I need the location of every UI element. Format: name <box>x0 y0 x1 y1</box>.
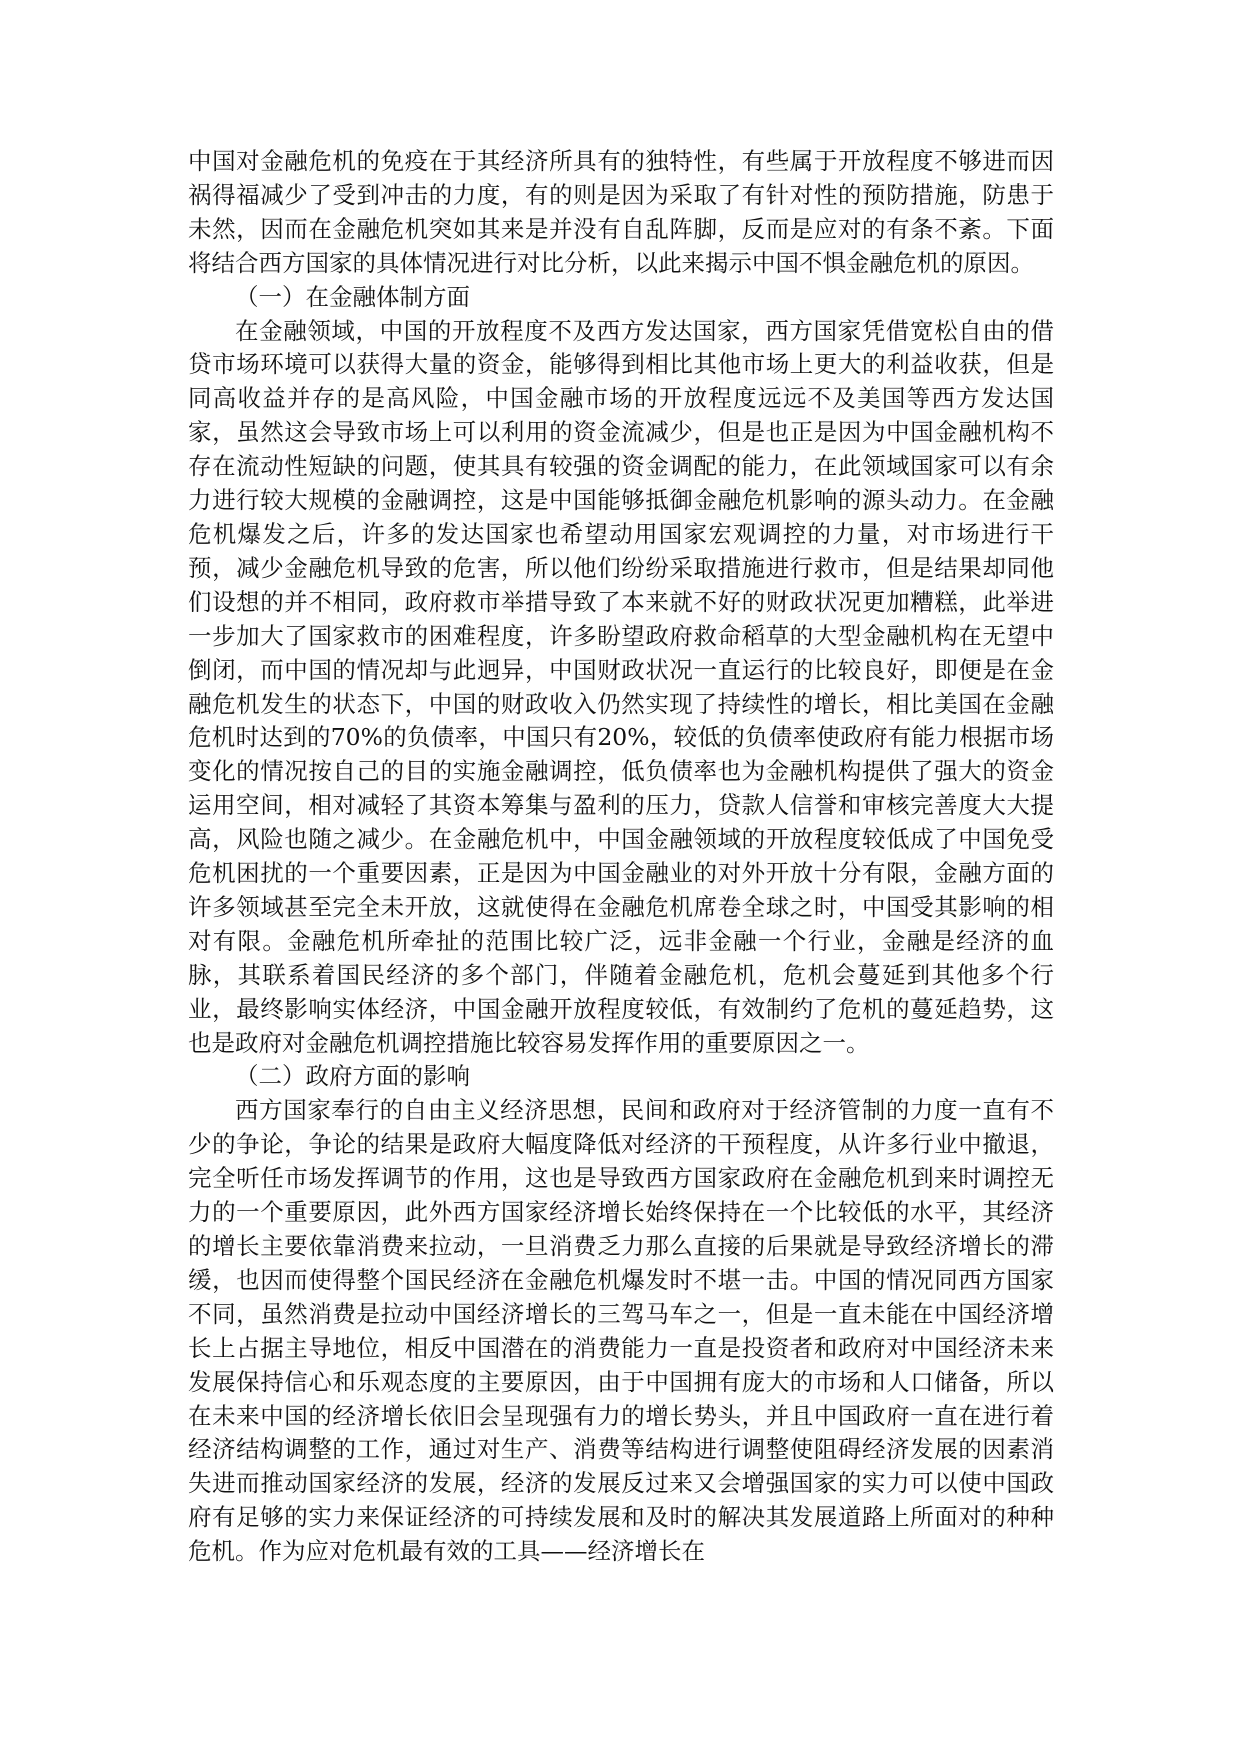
section-heading-government-influence: （二）政府方面的影响 <box>235 1062 470 1091</box>
section-body-financial-system: 在金融领域，中国的开放程度不及西方发达国家，西方国家凭借宽松自由的借贷市场环境可以获得大量的资金，能够得到相比其他市场上更大的利益收获，但是同高收益并存的是高风险，中国金融市场的开放程度远远不及美国等西方发达国家，虽然这会导致市场上可以利用的资金流减少，但是也正是因为中国金融机构不存在流动性短缺的问题，使其具有较强的资金调配的能力，在此领域国家可以有余力进行较大规模的金融调控，这是中国能够抵御金融危机影响的源头动力。在金融危机爆发之后，许多的发达国家也希望动用国家宏观调控的力量，对市场进行干预，减少金融危机导致的危害，所以他们纷纷采取措施进行救市，但是结果却同他们设想的并不相同，政府救市举措导致了本来就不好的财政状况更加糟糕，此举进一步加大了国家救市的困难程度，许多盼望政府救命稻草的大型金融机构在无望中倒闭，而中国的情况却与此迥异，中国财政状况一直运行的比较良好，即便是在金融危机发生的状态下，中国的财政收入仍然实现了持续性的增长，相比美国在金融危机时达到的70%的负债率，中国只有20%，较低的负债率使政府有能力根据市场变化的情况按自己的目的实施金融调控，低负债率也为金融机构提供了强大的资金运用空间，相对减轻了其资本筹集与盈利的压力，贷款人信誉和审核完善度大大提高，风险也随之减少。在金融危机中，中国金融领域的开放程度较低成了中国免受危机困扰的一个重要因素，正是因为中国金融业的对外开放十分有限，金融方面的许多领域甚至完全未开放，这就使得在金融危机席卷全球之时，中国受其影响的相对有限。金融危机所牵扯的范围比较广泛，远非金融一个行业，金融是经济的血脉，其联系着国民经济的多个部门，伴随着金融危机，危机会蔓延到其他多个行业，最终影响实体经济，中国金融开放程度较低，有效制约了危机的蔓延趋势，这也是政府对金融危机调控措施比较容易发挥作用的重要原因之一。 <box>188 316 1054 1057</box>
document-page <box>188 145 1054 1569</box>
section-heading-financial-system: （一）在金融体制方面 <box>235 282 470 311</box>
intro-paragraph: 中国对金融危机的免疫在于其经济所具有的独特性，有些属于开放程度不够进而因祸得福减少了受到冲击的力度，有的则是因为采取了有针对性的预防措施，防患于未然，因而在金融危机突如其来是并没有自乱阵脚，反而是应对的有条不紊。下面将结合西方国家的具体情况进行对比分析，以此来揭示中国不惧金融危机的原因。 <box>188 147 1054 277</box>
section-body-government-influence: 西方国家奉行的自由主义经济思想，民间和政府对于经济管制的力度一直有不少的争论，争论的结果是政府大幅度降低对经济的干预程度，从许多行业中撤退，完全听任市场发挥调节的作用，这也是导致西方国家政府在金融危机到来时调控无力的一个重要原因，此外西方国家经济增长始终保持在一个比较低的水平，其经济的增长主要依靠消费来拉动，一旦消费乏力那么直接的后果就是导致经济增长的滞缓，也因而使得整个国民经济在金融危机爆发时不堪一击。中国的情况同西方国家不同，虽然消费是拉动中国经济增长的三驾马车之一，但是一直未能在中国经济增长上占据主导地位，相反中国潜在的消费能力一直是投资者和政府对中国经济未来发展保持信心和乐观态度的主要原因，由于中国拥有庞大的市场和人口储备，所以在未来中国的经济增长依旧会呈现强有力的增长势头，并且中国政府一直在进行着经济结构调整的工作，通过对生产、消费等结构进行调整使阻碍经济发展的因素消失进而推动国家经济的发展，经济的发展反过来又会增强国家的实力可以使中国政府有足够的实力来保证经济的可持续发展和及时的解决其发展道路上所面对的种种危机。作为应对危机最有效的工具——经济增长在 <box>188 1096 1054 1566</box>
